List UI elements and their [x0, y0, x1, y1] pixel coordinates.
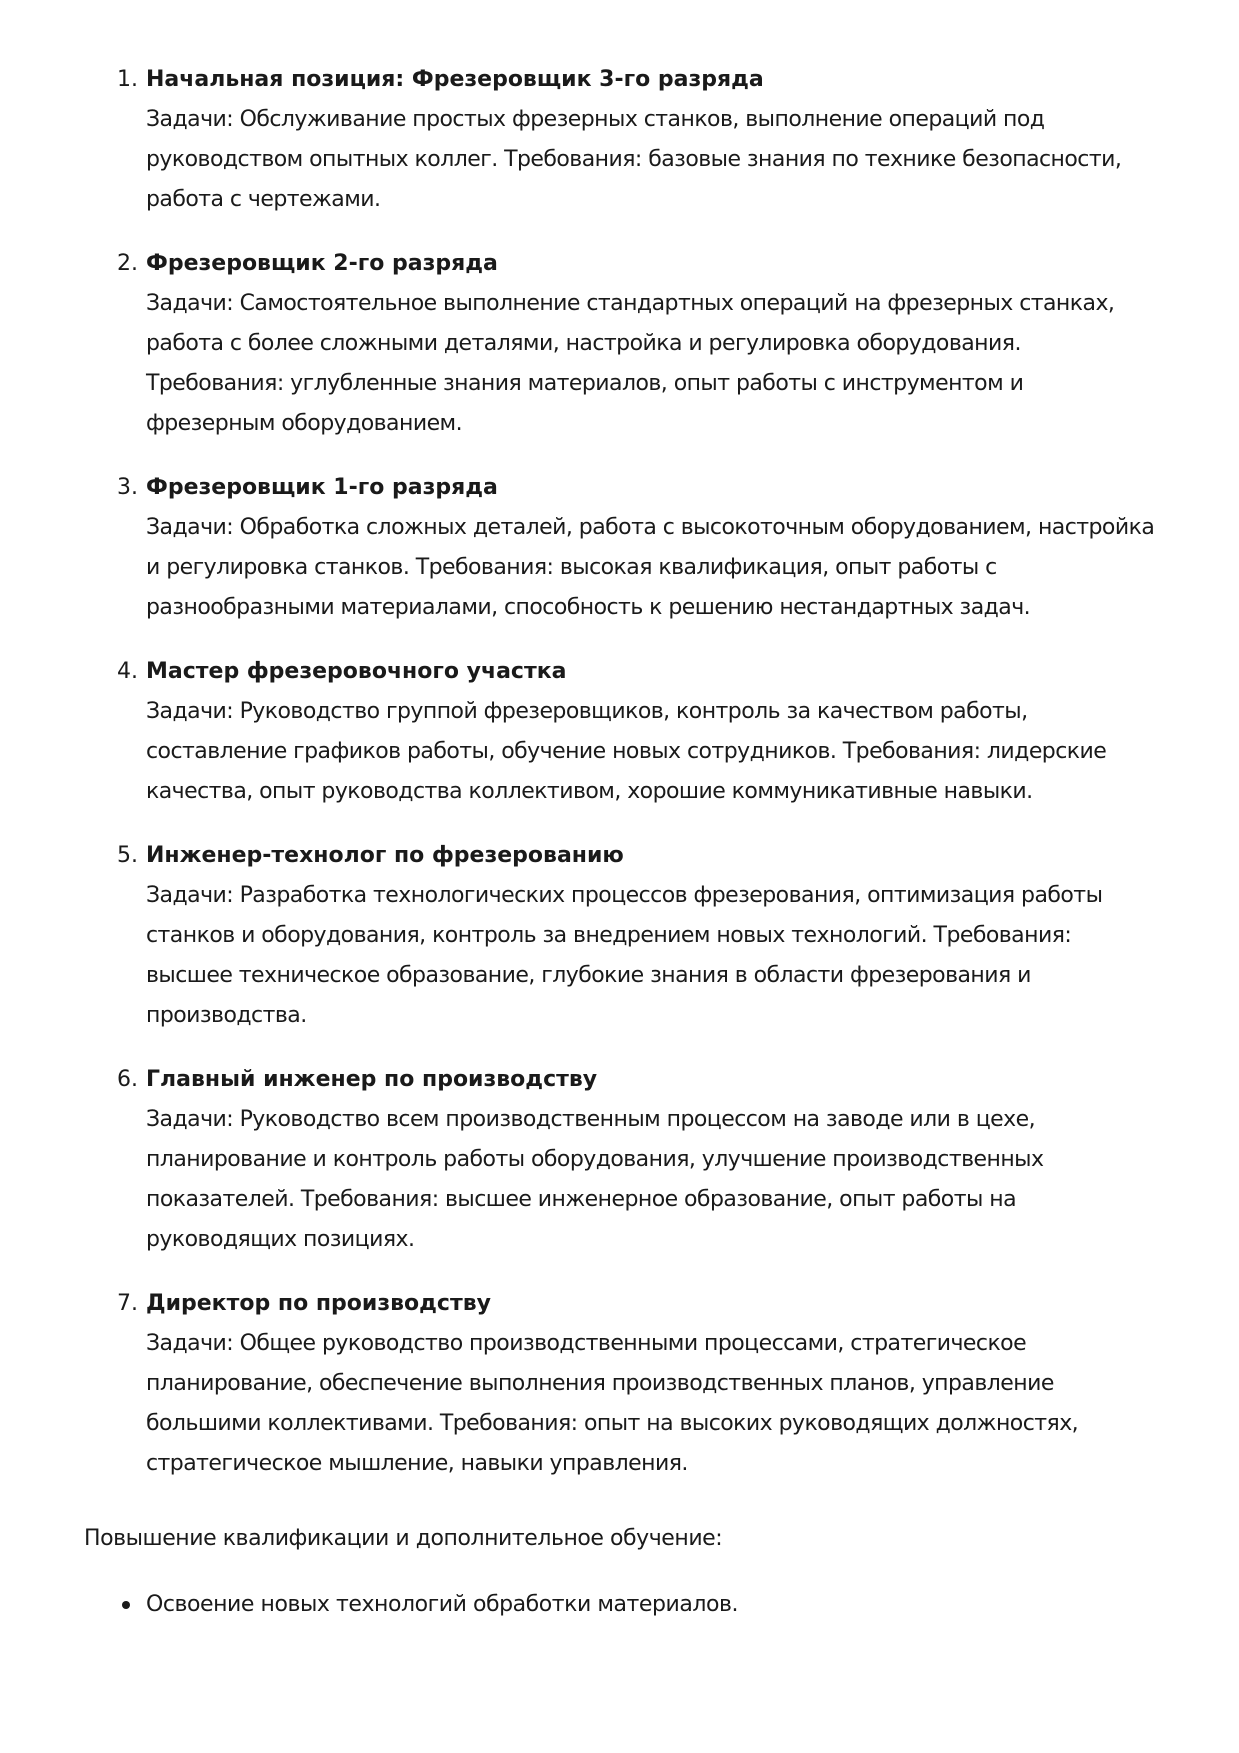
- item-text: Задачи: Общее руководство производственными процессами, стратегическое планирование, обеспечение выполнения производственных планов, управление большими коллективами. Требования: опыт на высоких руководящих должностях, стратегическое мышление, навыки управления.: [146, 1331, 1079, 1476]
- item-title: Инженер-технолог по фрезерованию: [146, 843, 624, 868]
- item-number: 2.: [117, 251, 138, 276]
- list-item: [117, 60, 1156, 220]
- item-text: Задачи: Обработка сложных деталей, работа с высокоточным оборудованием, настройка и регулировка станков. Требования: высокая квалификация, опыт работы с разнообразными материалами, способность к решению нестандартных задач.: [146, 515, 1155, 620]
- item-text: Задачи: Руководство всем производственным процессом на заводе или в цехе, планирование и контроль работы оборудования, улучшение производственных показателей. Требования: высшее инженерное образование, опыт работы на руководящих позициях.: [146, 1107, 1044, 1252]
- training-heading: Повышение квалификации и дополнительное обучение:: [84, 1526, 723, 1551]
- item-text: Задачи: Разработка технологических процессов фрезерования, оптимизация работы станков и оборудования, контроль за внедрением новых технологий. Требования: высшее техническое образование, глубокие знания в области фрезерования и производства.: [146, 883, 1103, 1028]
- list-item: [117, 1060, 1156, 1260]
- item-title: Фрезеровщик 2-го разряда: [146, 251, 498, 276]
- list-item: [117, 652, 1156, 812]
- item-title: Главный инженер по производству: [146, 1067, 598, 1092]
- item-title: Фрезеровщик 1-го разряда: [146, 475, 498, 500]
- item-number: 4.: [117, 659, 138, 684]
- list-item: [117, 468, 1156, 628]
- item-number: 1.: [117, 67, 138, 92]
- item-text: Задачи: Самостоятельное выполнение стандартных операций на фрезерных станках, работа с более сложными деталями, настройка и регулировка оборудования. Требования: углубленные знания материалов, опыт работы с инструментом и фрезерным оборудованием.: [146, 291, 1115, 436]
- list-item: [117, 1284, 1156, 1484]
- training-bullet-list: [146, 1585, 1156, 1625]
- item-number: 6.: [117, 1067, 138, 1092]
- bullet-dot-icon: [122, 1601, 130, 1609]
- item-text: Задачи: Руководство группой фрезеровщиков, контроль за качеством работы, составление графиков работы, обучение новых сотрудников. Требования: лидерские качества, опыт руководства коллективом, хорошие коммуникативные навыки.: [146, 699, 1107, 804]
- list-item: [117, 836, 1156, 1036]
- item-title: Мастер фрезеровочного участка: [146, 659, 567, 684]
- item-number: 3.: [117, 475, 138, 500]
- item-number: 5.: [117, 843, 138, 868]
- item-title: Директор по производству: [146, 1291, 491, 1316]
- item-text: Задачи: Обслуживание простых фрезерных станков, выполнение операций под руководством опытных коллег. Требования: базовые знания по технике безопасности, работа с чертежами.: [146, 107, 1122, 212]
- list-item: [146, 1585, 1156, 1625]
- career-steps-list: [117, 60, 1156, 1508]
- item-title: Начальная позиция: Фрезеровщик 3-го разряда: [146, 67, 764, 92]
- bullet-text: Освоение новых технологий обработки материалов.: [146, 1592, 739, 1617]
- list-item: [117, 244, 1156, 444]
- item-number: 7.: [117, 1291, 138, 1316]
